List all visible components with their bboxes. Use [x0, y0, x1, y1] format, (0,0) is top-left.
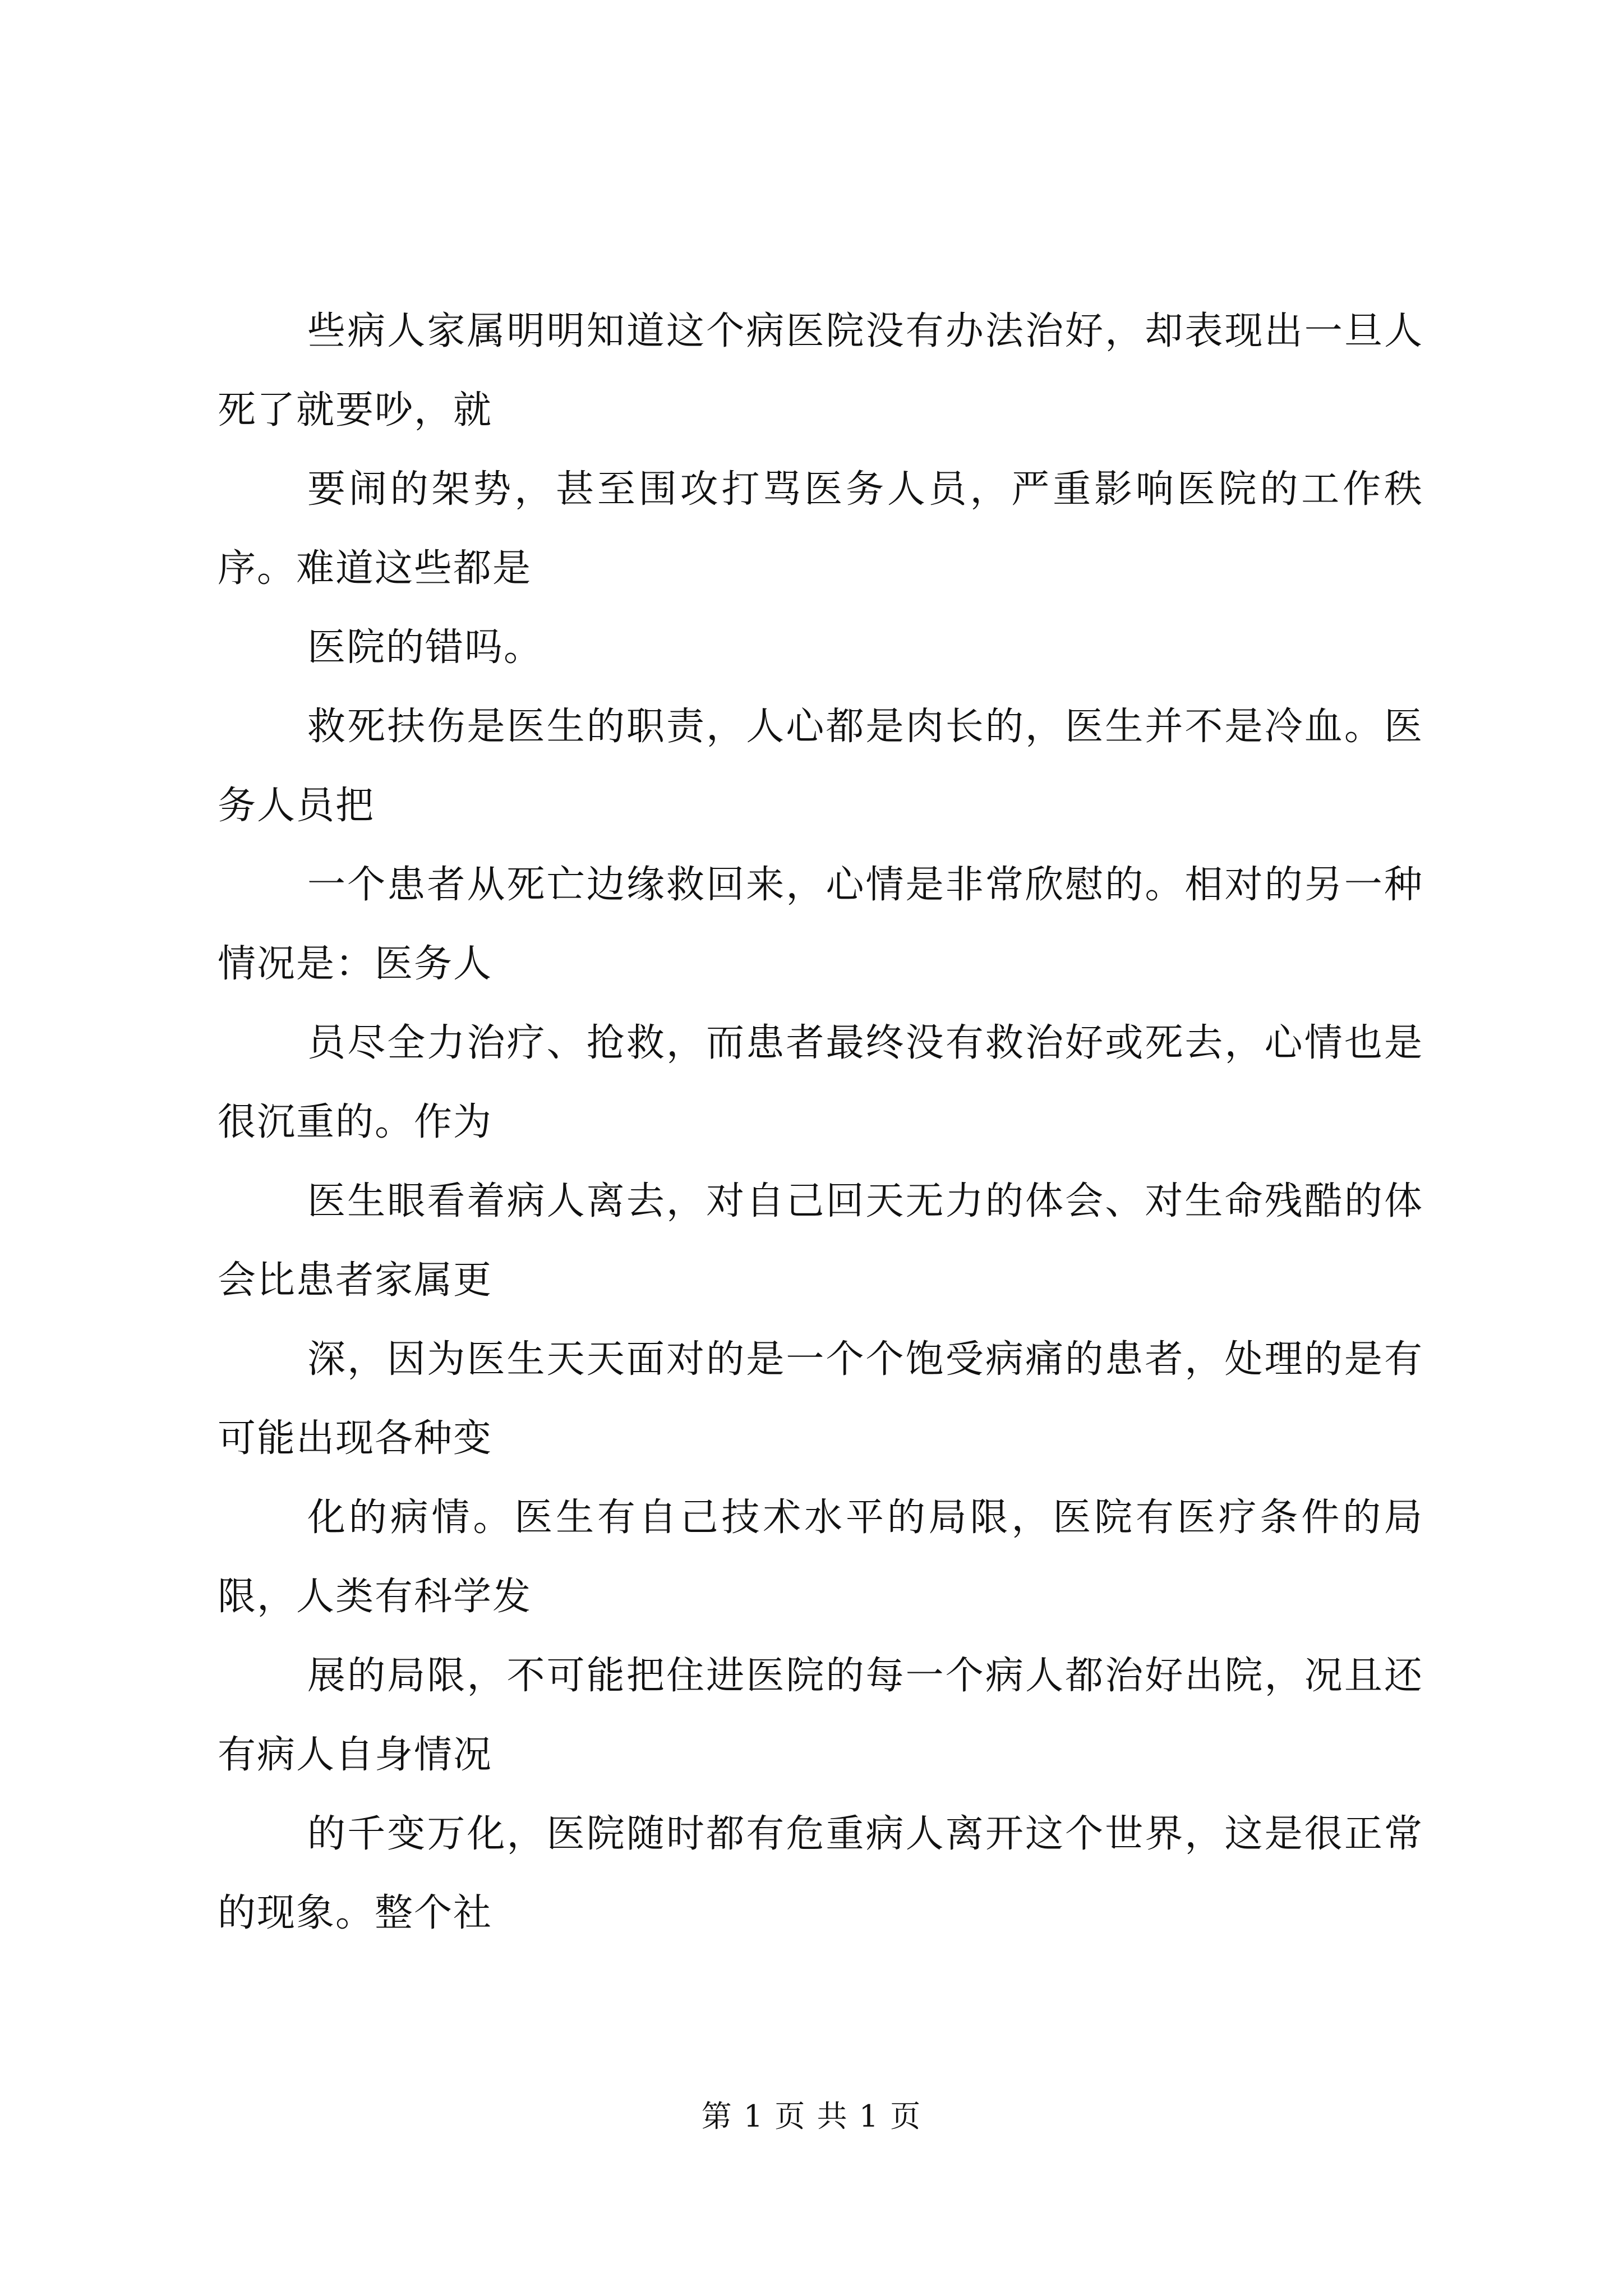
paragraph: 深，因为医生天天面对的是一个个饱受病痛的患者，处理的是有可能出现各种变 — [218, 1337, 1423, 1461]
paragraph: 的千变万化，医院随时都有危重病人离开这个世界，这是很正常的现象。整个社 — [218, 1812, 1423, 1935]
paragraph: 医生眼看着病人离去，对自己回天无力的体会、对生命残酷的体会比患者家属更 — [218, 1179, 1423, 1303]
page-number-footer: 第 1 页 共 1 页 — [701, 2099, 922, 2134]
paragraph: 展的局限，不可能把住进医院的每一个病人都治好出院，况且还有病人自身情况 — [218, 1654, 1423, 1777]
paragraph: 些病人家属明明知道这个病医院没有办法治好，却表现出一旦人死了就要吵，就 — [218, 309, 1423, 432]
paragraph: 要闹的架势，甚至围攻打骂医务人员，严重影响医院的工作秩序。难道这些都是 — [218, 467, 1423, 591]
paragraph: 医院的错吗。 — [307, 625, 543, 670]
paragraph: 化的病情。医生有自己技术水平的局限，医院有医疗条件的局限，人类有科学发 — [218, 1496, 1423, 1619]
document-body — [218, 292, 1423, 1953]
paragraph: 救死扶伤是医生的职责，人心都是肉长的，医生并不是冷血。医务人员把 — [218, 705, 1423, 828]
paragraph: 一个患者从死亡边缘救回来，心情是非常欣慰的。相对的另一种情况是：医务人 — [218, 863, 1423, 986]
paragraph: 员尽全力治疗、抢救，而患者最终没有救治好或死去，心情也是很沉重的。作为 — [218, 1021, 1423, 1144]
